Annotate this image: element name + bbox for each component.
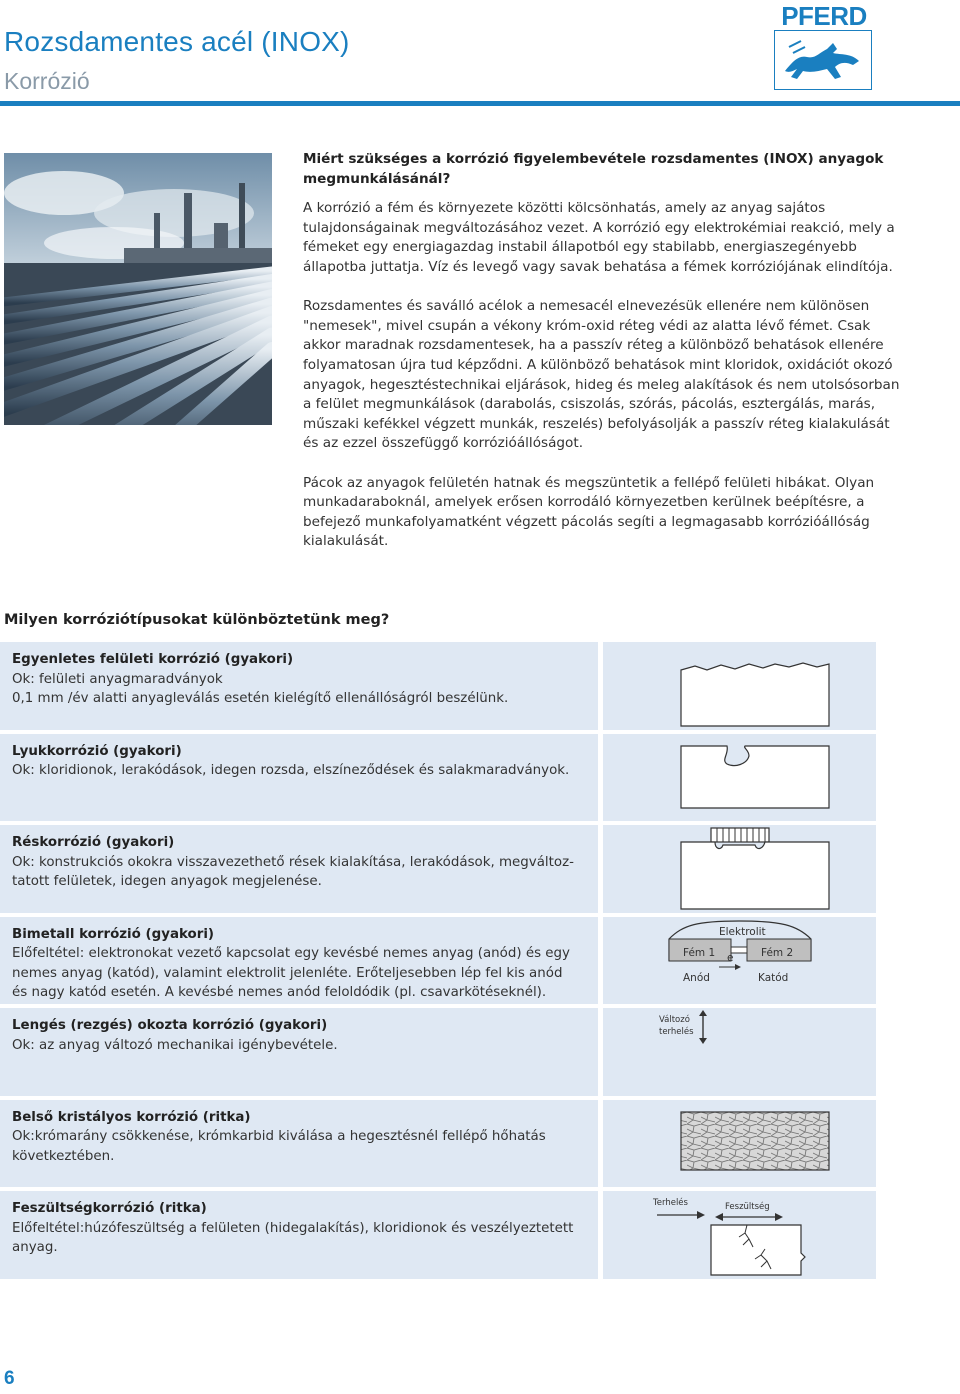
corrosion-type-line: következtében. xyxy=(12,1148,115,1164)
horse-logo-icon xyxy=(774,30,872,90)
page-subtitle: Korrózió xyxy=(4,68,90,94)
page-title: Rozsdamentes acél (INOX) xyxy=(4,26,350,57)
anode-label: Anód xyxy=(683,971,710,984)
corrosion-type-title: Egyenletes felületi korrózió (gyakori) xyxy=(12,652,294,667)
corrosion-type-line: Előfeltétel: elektronokat vezető kapcsolat egy kevésbé nemes anyag (anód) és egy xyxy=(12,946,570,962)
corrosion-type-row xyxy=(0,825,876,913)
corrosion-type-text xyxy=(0,1100,598,1188)
types-heading: Milyen korróziótípusokat különböztetünk meg? xyxy=(4,612,390,628)
logo-wordmark: PFERD xyxy=(781,1,867,31)
page-number: 6 xyxy=(4,1368,15,1389)
corrosion-type-title: Réskorrózió (gyakori) xyxy=(12,835,175,850)
variable-load-label-1: Változó xyxy=(659,1015,690,1025)
vibration-corrosion-diagram xyxy=(603,1008,876,1096)
corrosion-type-line: Ok: az anyag változó mechanikai igénybevétele. xyxy=(12,1037,338,1053)
corrosion-type-row xyxy=(0,1191,876,1279)
intro-paragraph: Pácok az anyagok felületén hatnak és megszüntetik a fellépő felületi hibákat. Olyan munkadaraboknál, amelyek erősen korrodáló környezetben kerülnek beépítésre, a befejező munkafolyamatként végzett pácolás segíti a legmagasabb korrózióállóság kialakulását. xyxy=(303,474,875,550)
corrosion-type-line: tatott felületek, idegen anyagok megjelenése. xyxy=(12,874,322,890)
corrosion-type-text xyxy=(0,642,598,730)
corrosion-type-row xyxy=(0,642,876,730)
corrosion-type-line: és nagy katód esetén. A kevésbé nemes anód feloldódik (pl. csavarkötéseknél). xyxy=(12,985,547,1001)
corrosion-type-row xyxy=(0,734,876,822)
corrosion-type-line: Ok: felületi anyagmaradványok xyxy=(12,671,223,687)
intro-question: Miért szükséges a korrózió figyelembevétele rozsdamentes (INOX) anyagok megmunkálásánál? xyxy=(303,151,884,187)
corrosion-type-title: Feszültségkorrózió (ritka) xyxy=(12,1201,207,1216)
metal-2-label: Fém 2 xyxy=(761,946,794,959)
intergranular-corrosion-diagram xyxy=(603,1100,876,1188)
corrosion-type-line: nemes anyag (katód), valamint elektrolit jelenléte. Erőteljesebben lép fel kis anód xyxy=(12,965,563,981)
corrosion-type-text xyxy=(0,917,598,1005)
pferd-logo xyxy=(772,2,876,92)
intro-text xyxy=(303,150,903,571)
corrosion-type-title: Belső kristályos korrózió (ritka) xyxy=(12,1109,251,1125)
corrosion-type-title: Bimetall korrózió (gyakori) xyxy=(12,926,215,942)
corrosion-type-text xyxy=(0,734,598,822)
pipeline-photo xyxy=(4,153,272,425)
bimetal-corrosion-diagram xyxy=(603,917,876,1005)
metal-1-label: Fém 1 xyxy=(683,946,716,959)
electrolyte-label: Elektrolit xyxy=(719,925,766,938)
uniform-corrosion-diagram xyxy=(603,642,876,730)
pitting-corrosion-diagram xyxy=(603,734,876,822)
load-label: Terhelés xyxy=(653,1198,688,1208)
corrosion-type-line: 0,1 mm /év alatti anyagleválás esetén kielégítő ellenállóságról beszélünk. xyxy=(12,691,509,707)
corrosion-type-title: Lengés (rezgés) okozta korrózió (gyakori) xyxy=(12,1018,328,1033)
stress-label: Feszültség xyxy=(725,1202,770,1212)
corrosion-type-line: Ok: kloridionok, lerakódások, idegen rozsda, elszíneződések és salakmaradványok. xyxy=(12,763,570,779)
corrosion-type-text xyxy=(0,1008,598,1096)
corrosion-type-line: Ok:krómarány csökkenése, krómkarbid kiválása a hegesztésnél fellépő hőhatás xyxy=(12,1129,546,1145)
header-rule xyxy=(0,101,960,106)
intro-paragraph: A korrózió a fém és környezete közötti kölcsönhatás, amely az anyag sajátos tulajdonságainak megváltozásához vezet. A korrózió egy elektrokémiai reakció, mely a fémeket egy energiagazdag instabil állapotból egy stabilabb, energiaszegényebb állapotba juttatja. Víz és levegő vagy savak behatása a fémek korróziójának elindítója. xyxy=(303,200,895,275)
corrosion-type-text xyxy=(0,825,598,913)
corrosion-type-text xyxy=(0,1191,598,1279)
electron-label: e xyxy=(727,951,734,964)
corrosion-type-line: anyag. xyxy=(12,1240,58,1256)
intro-paragraph: Rozsdamentes és saválló acélok a nemesacél elnevezésük ellenére nem különösen "nemesek", mivel csupán a vékony króm-oxid réteg védi az alatta lévő fémet. Csak akkor maradnak rozsdamentesek, ha a passzív réteg a különböző behatások ellenére folyamatosan újra tud képződni. A különböző behatások mint kloridok, oxidációt okozó anyagok, hegesztéstechnikai eljárások, hideg és meleg alakítások és nem utolsósorban a felület megmunkálások (darabolás, csiszolás, szórás, pácolás, esztergálás, marás, műszaki kefékkel végzett munkák, reszelés) befolyásolják a passzív réteg kialakulását és az ezzel összefüggő korrózióállóságot. xyxy=(303,298,900,452)
corrosion-type-line: Ok: konstrukciós okokra visszavezethető rések kialakítása, lerakódások, megváltoz- xyxy=(12,854,574,870)
variable-load-label-2: terhelés xyxy=(659,1027,694,1037)
corrosion-type-title: Lyukkorrózió (gyakori) xyxy=(12,743,182,759)
crevice-corrosion-diagram xyxy=(603,825,876,913)
corrosion-type-row xyxy=(0,1008,876,1096)
corrosion-type-row xyxy=(0,1100,876,1188)
corrosion-type-row xyxy=(0,917,876,1005)
corrosion-type-line: Előfeltétel:húzófeszültség a felületen (hidegalakítás), kloridionok és veszélyeztetett xyxy=(12,1220,574,1236)
stress-corrosion-diagram xyxy=(603,1191,876,1279)
corrosion-types-table xyxy=(0,642,876,1283)
cathode-label: Katód xyxy=(758,971,789,984)
